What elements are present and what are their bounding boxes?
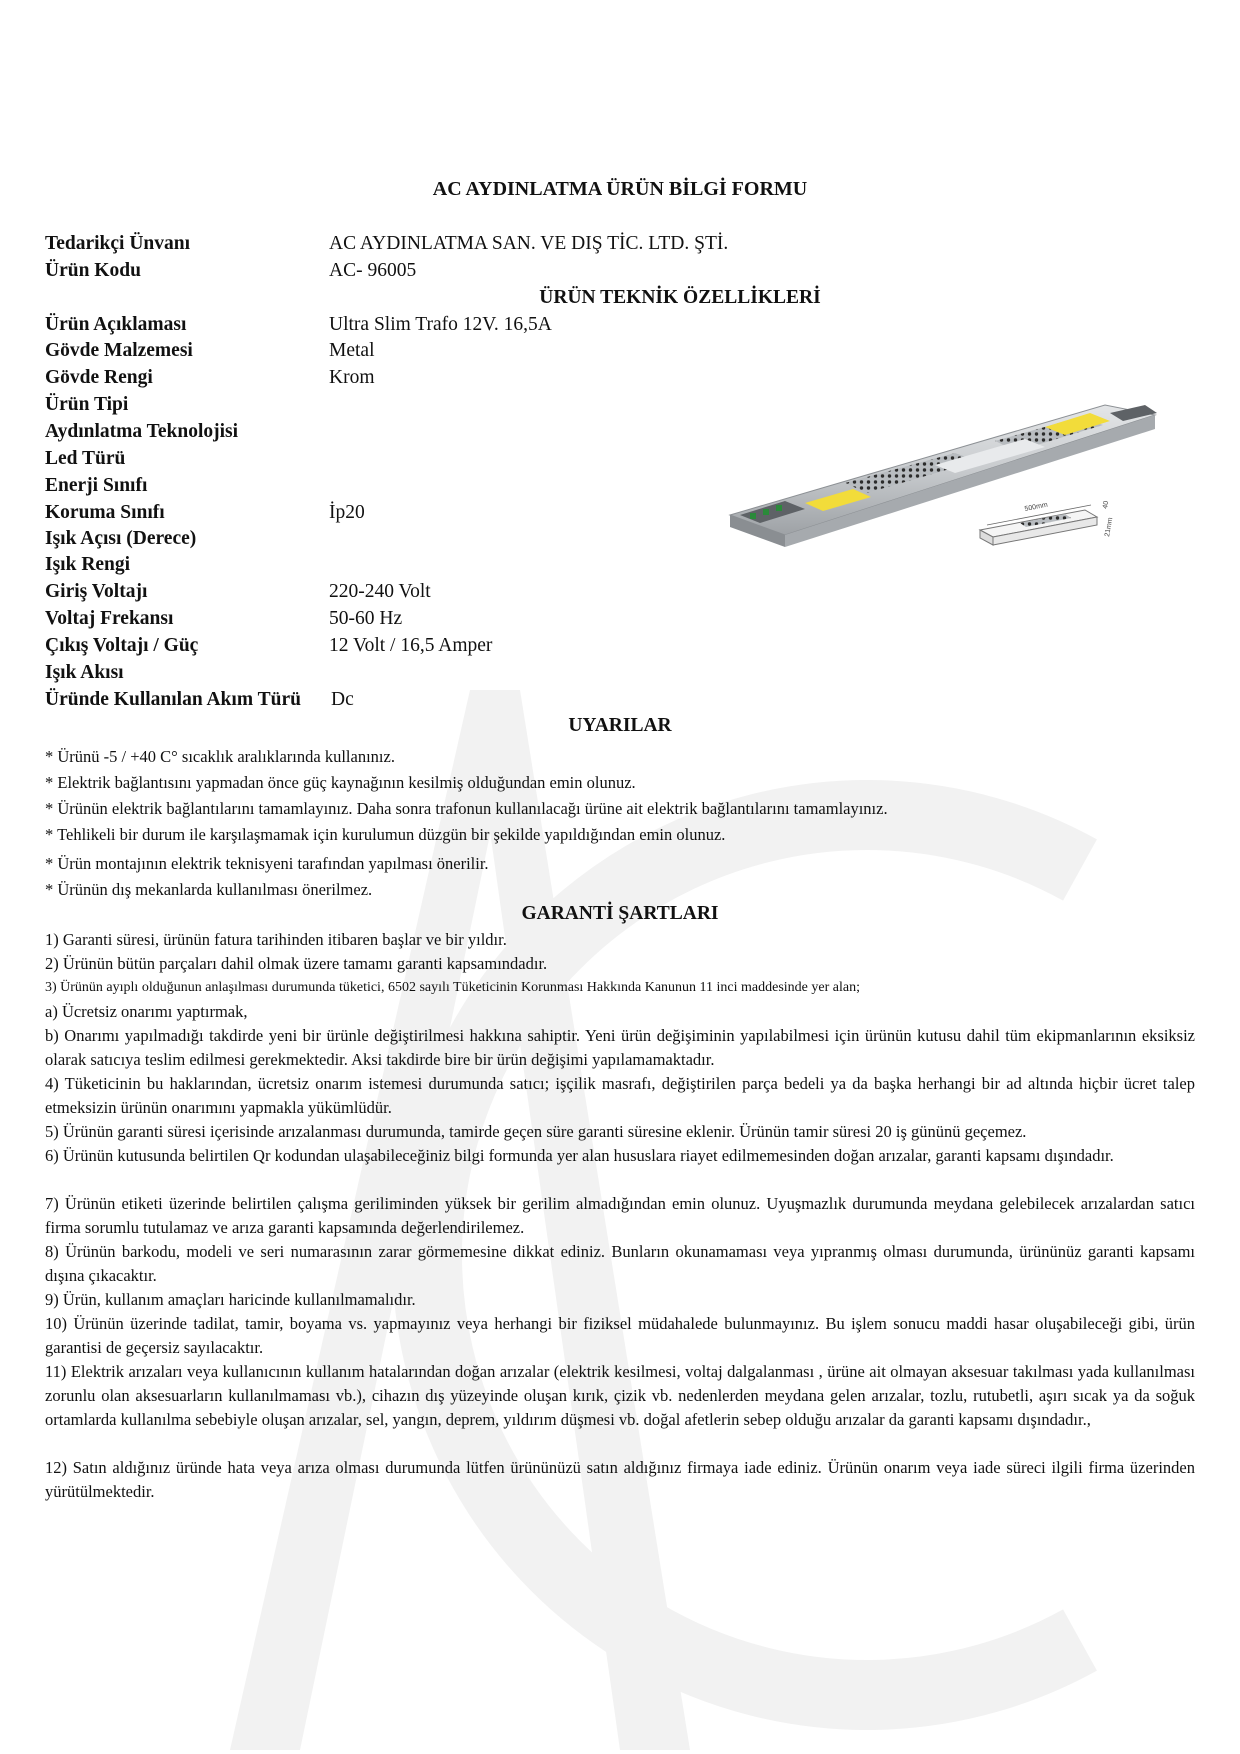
warranty-item: 1) Garanti süresi, ürünün fatura tarihinden itibaren başlar ve bir yıldır.: [45, 930, 507, 949]
spec-label: Ürün Açıklaması: [45, 314, 187, 335]
spec-label: Işık Rengi: [45, 554, 131, 575]
warning-item: * Ürünü -5 / +40 C° sıcaklık aralıklarında kullanınız.: [45, 747, 395, 766]
dimension-width-label: 21mm: [1104, 516, 1115, 538]
spec-label: Aydınlatma Teknolojisi: [45, 421, 239, 442]
spec-label: Gövde Malzemesi: [45, 340, 193, 361]
dimension-height-label: 40: [1102, 500, 1111, 510]
warranty-item: 10) Ürünün üzerinde tadilat, tamir, boyama vs. yapmayınız veya herhangi bir fiziksel müdahalede bulunmayınız. Bu işlem sonucu maddi hasar oluşabileceği gibi, ürün garantisi de geçersiz sayılacaktır.: [45, 1314, 1195, 1357]
warranty-item: 6) Ürünün kutusunda belirtilen Qr kodundan ulaşabileceğiniz bilgi formunda yer alan hususlara riayet edilmemesinden doğan arızalar, garanti kapsamı dışındadır.: [45, 1146, 1114, 1165]
warranty-item: 2) Ürünün bütün parçaları dahil olmak üzere tamamı garanti kapsamındadır.: [45, 954, 548, 973]
warranty-item: 7) Ürünün etiketi üzerinde belirtilen çalışma geriliminden yüksek bir gerilim almadığından emin olunuz. Uyuşmazlık durumunda meydana gelebilecek arızalardan satıcı firma sorumlu tutulamaz ve arıza garanti kapsamında değerlendirilemez.: [45, 1194, 1195, 1237]
warranty-item: 8) Ürünün barkodu, modeli ve seri numarasının zarar görmemesine dikkat ediniz. Bunların okunamaması veya yıpranmış olması durumunda, ürününüz garanti kapsamı dışına çıkacaktır.: [45, 1242, 1195, 1285]
form-title: AC AYDINLATMA ÜRÜN BİLGİ FORMU: [432, 178, 808, 200]
spec-label: Ürün Tipi: [45, 394, 129, 415]
spec-value: 12 Volt / 16,5 Amper: [329, 635, 493, 656]
warning-item: * Ürünün dış mekanlarda kullanılması önerilmez.: [45, 880, 373, 899]
dimension-drawing: [980, 500, 1114, 545]
warranty-item: 11) Elektrik arızaları veya kullanıcının kullanım hatalarından doğan arızalar (elektrik kesilmesi, voltaj dalgalanması , ürüne ait olmayan aksesuar takılması yada kullanılması zorunlu olan aksesuarların kullanılmaması vb.), cihazın dış yüzeyinde oluşan kırık, çizik vb. nedenlerden meydana gelen arızalar, tozlu, rutubetli, aşırı sıcak ya da soğuk ortamlarda kullanılma sebebiyle oluşan arızalar, sel, yangın, deprem, yıldırım düşmesi vb. doğal afetlerin sebep olduğu arızalar da garanti kapsamı dışındadır.,: [45, 1362, 1195, 1429]
spec-value: 50-60 Hz: [329, 608, 403, 629]
spec-label: Çıkış Voltajı / Güç: [45, 635, 199, 656]
supplier-label: Tedarikçi Ünvanı: [45, 233, 191, 254]
spec-label: Koruma Sınıfı: [45, 502, 165, 523]
spec-label: Enerji Sınıfı: [45, 475, 148, 496]
warranty-item: 12) Satın aldığınız üründe hata veya arıza olması durumunda lütfen ürününüzü satın aldığınız firmaya iade ediniz. Ürünün onarım veya iade süreci ilgili firma üzerinden yürütülmektedir.: [45, 1458, 1195, 1501]
product-code-value: AC- 96005: [329, 260, 417, 281]
tech-specs-title: ÜRÜN TEKNİK ÖZELLİKLERİ: [539, 287, 821, 308]
warranty-title: GARANTİ ŞARTLARI: [521, 903, 719, 924]
warnings-title: UYARILAR: [568, 715, 672, 736]
spec-value: İp20: [329, 502, 365, 523]
spec-value: Metal: [329, 340, 375, 361]
spec-label: Işık Akısı: [45, 662, 124, 683]
warranty-item: a) Ücretsiz onarımı yaptırmak,: [45, 1002, 248, 1021]
warning-item: * Ürün montajının elektrik teknisyeni tarafından yapılması önerilir.: [45, 854, 489, 873]
spec-label: Üründe Kullanılan Akım Türü: [45, 689, 301, 710]
spec-label: Led Türü: [45, 448, 126, 469]
supplier-value: AC AYDINLATMA SAN. VE DIŞ TİC. LTD. ŞTİ.: [329, 233, 729, 254]
warranty-item: 3) Ürünün ayıplı olduğunun anlaşılması durumunda tüketici, 6502 sayılı Tüketicinin Korunması Hakkında Kanunun 11 inci maddesinde yer alan;: [45, 980, 860, 995]
product-code-label: Ürün Kodu: [45, 260, 141, 281]
dimension-length-label: 500mm: [1024, 501, 1049, 513]
product-image: [725, 395, 1175, 580]
warranty-item: 9) Ürün, kullanım amaçları haricinde kullanılmamalıdır.: [45, 1290, 416, 1309]
spec-label: Işık Açısı (Derece): [45, 528, 197, 549]
warning-item: * Ürünün elektrik bağlantılarını tamamlayınız. Daha sonra trafonun kullanılacağı ürüne ait elektrik bağlantılarını tamamlayınız.: [45, 799, 888, 818]
spec-label: Voltaj Frekansı: [45, 608, 174, 629]
spec-value: Dc: [331, 689, 354, 710]
warranty-item: 5) Ürünün garanti süresi içerisinde arızalanması durumunda, tamirde geçen süre garanti süresine eklenir. Ürünün tamir süresi 20 iş gününü geçemez.: [45, 1122, 1027, 1141]
warning-item: * Tehlikeli bir durum ile karşılaşmamak için kurulumun düzgün bir şekilde yapıldığından emin olunuz.: [45, 825, 726, 844]
spec-label: Giriş Voltajı: [45, 581, 148, 602]
warning-item: * Elektrik bağlantısını yapmadan önce güç kaynağının kesilmiş olduğundan emin olunuz.: [45, 773, 636, 792]
spec-label: Gövde Rengi: [45, 367, 153, 388]
warranty-item: 4) Tüketicinin bu haklarından, ücretsiz onarım istemesi durumunda satıcı; işçilik masrafı, değiştirilen parça bedeli ya da başka herhangi bir ad altında hiçbir ücret talep etmeksizin ürünün onarımını yapmakla yükümlüdür.: [45, 1074, 1195, 1117]
spec-value: Krom: [329, 367, 375, 388]
spec-value: Ultra Slim Trafo 12V. 16,5A: [329, 314, 552, 335]
warranty-item: b) Onarımı yapılmadığı takdirde yeni bir ürünle değiştirilmesi hakkına sahiptir. Yeni ürün değişiminin yapılabilmesi için ürünün kutusu dahil tüm ekipmanlarının eksiksiz olarak satıcıya teslim edilmesi gerekmektedir. Aksi takdirde bire bir ürün değişimi yapılamamaktadır.: [45, 1026, 1195, 1069]
spec-value: 220-240 Volt: [329, 581, 431, 602]
